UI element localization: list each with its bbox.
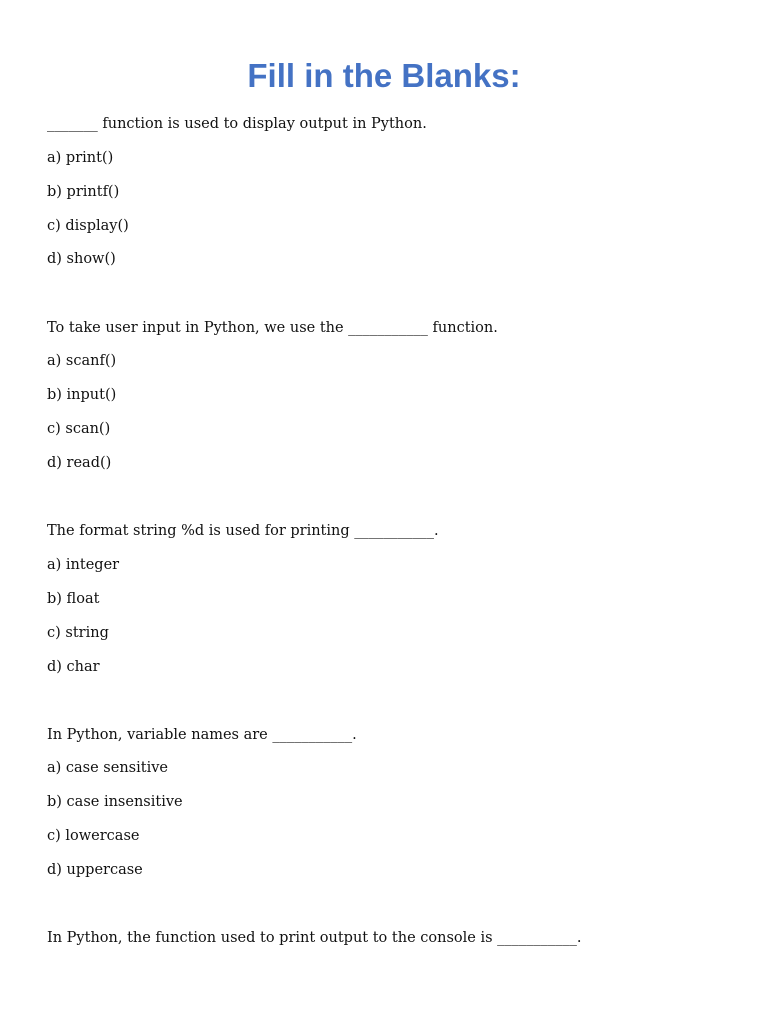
question-2-option-b: b) input() — [47, 387, 117, 403]
question-4-option-a: a) case sensitive — [47, 760, 168, 776]
question-4-option-d: d) uppercase — [47, 862, 143, 878]
question-2-option-a: a) scanf() — [47, 353, 117, 369]
question-1-prompt: _______ function is used to display output in Python. — [47, 116, 427, 132]
question-4-option-c: c) lowercase — [47, 828, 140, 844]
question-3-option-a: a) integer — [47, 557, 120, 573]
question-1-option-c: c) display() — [47, 218, 129, 234]
question-4-prompt: In Python, variable names are ___________. — [47, 727, 357, 743]
question-1-option-d: d) show() — [47, 251, 116, 267]
question-1-option-a: a) print() — [47, 150, 114, 166]
question-3-prompt: The format string %d is used for printing ___________. — [47, 523, 439, 539]
question-4-option-b: b) case insensitive — [47, 794, 183, 810]
question-2-prompt: To take user input in Python, we use the ___________ function. — [47, 320, 498, 336]
question-1-option-b: b) printf() — [47, 184, 120, 200]
question-3-option-d: d) char — [47, 659, 100, 675]
question-2-option-c: c) scan() — [47, 421, 111, 437]
page-title: Fill in the Blanks: — [247, 57, 521, 94]
question-5-prompt: In Python, the function used to print output to the console is ___________. — [47, 930, 582, 946]
question-3-option-b: b) float — [47, 591, 100, 607]
question-2-option-d: d) read() — [47, 455, 112, 471]
question-3-option-c: c) string — [47, 625, 109, 641]
